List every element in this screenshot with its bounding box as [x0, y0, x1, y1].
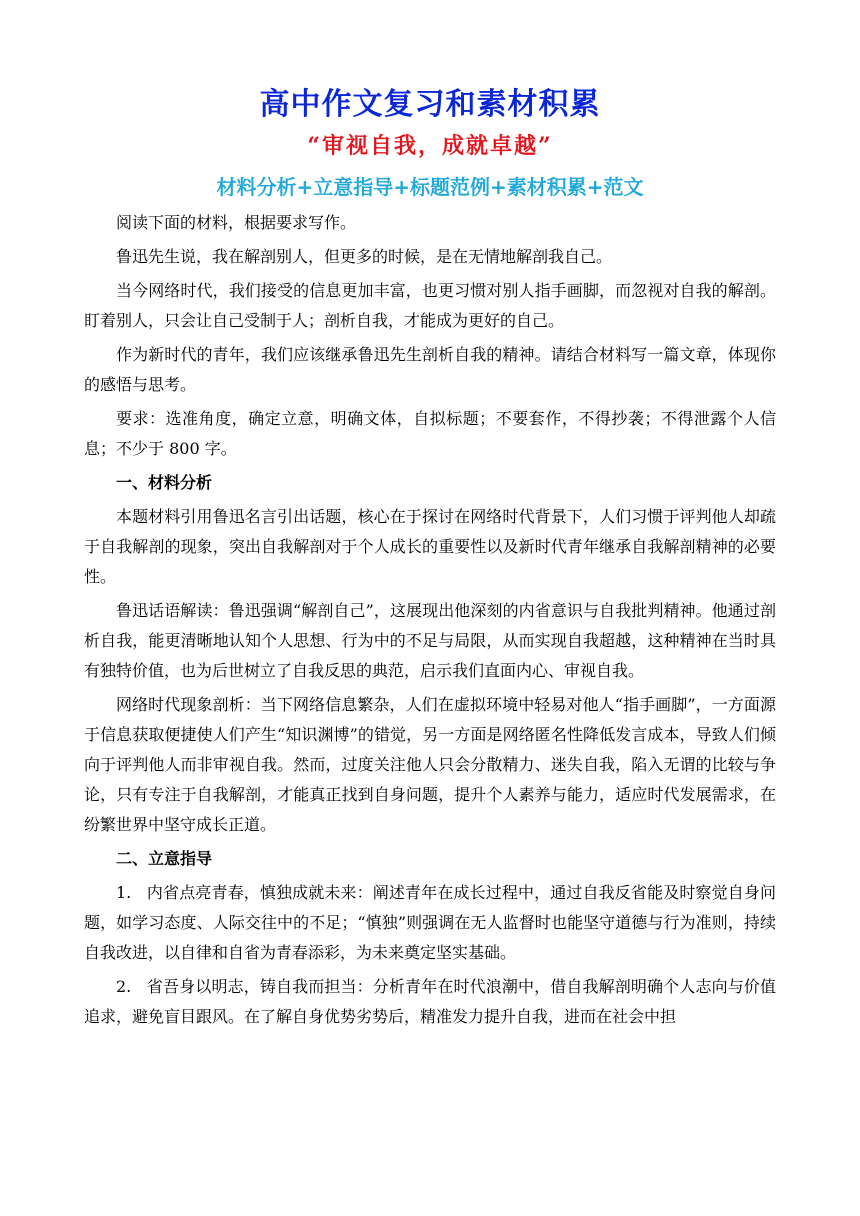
analysis-paragraph: 鲁迅话语解读：鲁迅强调“解剖自己”，这展现出他深刻的内省意识与自我批判精神。他通过剖析自我，能更清晰地认知个人思想、行为中的不足与局限，从而实现自我超越，这种精神在当时具有独特价值，也为后世树立了自我反思的典范，启示我们直面内心、审视自我。 — [84, 601, 776, 680]
list-item: 1. 内省点亮青春，慎独成就未来：阐述青年在成长过程中，通过自我反省能及时察觉自身问题，如学习态度、人际交往中的不足；“慎独”则强调在无人监督时也能坚守道德与行为准则，持续自我改进，以自律和自省为青春添彩，为未来奠定坚实基础。 — [84, 883, 776, 962]
prompt-paragraph: 鲁迅先生说，我在解剖别人，但更多的时候，是在无情地解剖我自己。 — [116, 247, 613, 266]
prompt-paragraph: 要求：选准角度，确定立意，明确文体，自拟标题；不要套作，不得抄袭；不得泄露个人信息；不少于 800 字。 — [84, 409, 776, 458]
section-heading-material-analysis: 一、材料分析 — [116, 473, 213, 492]
list-item: 2. 省吾身以明志，铸自我而担当：分析青年在时代浪潮中，借自我解剖明确个人志向与价值追求，避免盲目跟风。在了解自身优势劣势后，精准发力提升自我，进而在社会中担 — [84, 977, 776, 1026]
analysis-paragraph: 本题材料引用鲁迅名言引出话题，核心在于探讨在网络时代背景下，人们习惯于评判他人却疏于自我解剖的现象，突出自我解剖对于个人成长的重要性以及新时代青年继承自我解剖精神的必要性。 — [84, 507, 776, 586]
prompt-paragraph: 当今网络时代，我们接受的信息更加丰富，也更习惯对别人指手画脚，而忽视对自我的解剖。盯着别人，只会让自己受制于人；剖析自我，才能成为更好的自己。 — [84, 281, 776, 330]
page-tagline: 材料分析+立意指导+标题范例+素材积累+范文 — [216, 175, 644, 199]
section-heading-theme-guidance: 二、立意指导 — [116, 849, 213, 868]
analysis-paragraph: 网络时代现象剖析：当下网络信息繁杂，人们在虚拟环境中轻易对他人“指手画脚”，一方面源于信息获取便捷使人们产生“知识渊博”的错觉，另一方面是网络匿名性降低发言成本，导致人们倾向于评判他人而非审视自我。然而，过度关注他人只会分散精力、迷失自我，陷入无谓的比较与争论，只有专注于自我解剖，才能真正找到自身问题，提升个人素养与能力，适应时代发展需求，在纷繁世界中坚守成长正道。 — [84, 695, 776, 834]
page-title: 高中作文复习和素材积累 — [259, 87, 601, 122]
page-subtitle: “审视自我，成就卓越” — [307, 133, 553, 159]
prompt-paragraph: 阅读下面的材料，根据要求写作。 — [116, 213, 357, 232]
prompt-paragraph: 作为新时代的青年，我们应该继承鲁迅先生剖析自我的精神。请结合材料写一篇文章，体现你的感悟与思考。 — [84, 345, 776, 394]
